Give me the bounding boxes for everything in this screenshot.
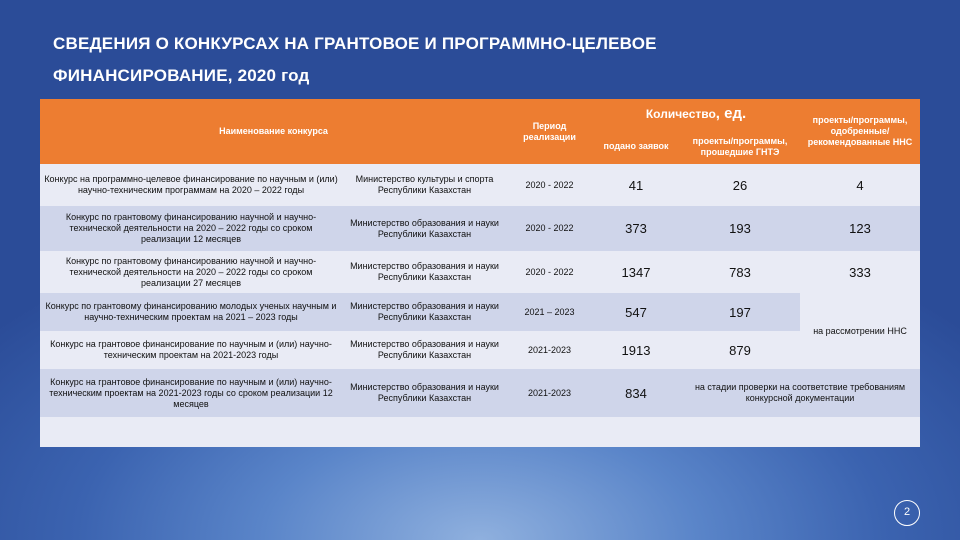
submitted-count: 1347 [592, 251, 680, 293]
header-submitted: подано заявок [592, 129, 680, 164]
passed-count: 197 [680, 293, 800, 331]
period: 2021-2023 [507, 369, 592, 417]
ministry: Министерство образования и науки Республики Казахстан [342, 251, 507, 293]
period: 2021 – 2023 [507, 293, 592, 331]
table-row [40, 251, 920, 293]
submitted-count: 1913 [592, 331, 680, 369]
passed-count: 193 [680, 206, 800, 251]
ministry: Министерство образования и науки Республики Казахстан [342, 369, 507, 417]
table-row [40, 164, 920, 206]
title-line-2: ФИНАНСИРОВАНИЕ, 2020 год [53, 66, 310, 85]
table-row-empty [40, 417, 920, 447]
under-review-status: на рассмотрении ННС [800, 293, 920, 369]
submitted-count: 41 [592, 164, 680, 206]
header-quantity-label: Количество [645, 107, 716, 121]
ministry: Министерство образования и науки Республики Казахстан [342, 331, 507, 369]
approved-count: 123 [800, 206, 920, 251]
period: 2021-2023 [507, 331, 592, 369]
passed-count: 879 [680, 331, 800, 369]
page-number: 2 [894, 500, 920, 526]
contest-name: Конкурс на грантовое финансирование по научным и (или) научно-техническим проектам на 2021-2023 годы [40, 331, 342, 369]
contest-name: Конкурс по грантовому финансированию научной и научно-технической деятельности на 2020 – 2022 годы со сроком реализации 27 месяцев [40, 251, 342, 293]
table-row [40, 331, 920, 369]
submitted-count: 373 [592, 206, 680, 251]
period: 2020 - 2022 [507, 206, 592, 251]
slide-title [53, 28, 813, 92]
submitted-count: 547 [592, 293, 680, 331]
contest-name: Конкурс на программно-целевое финансирование по научным и (или) научно-техническим программам на 2020 – 2022 годы [40, 164, 342, 206]
ministry: Министерство культуры и спорта Республики Казахстан [342, 164, 507, 206]
contest-name: Конкурс по грантовому финансированию научной и научно-технической деятельности на 2020 – 2022 годы со сроком реализации 12 месяцев [40, 206, 342, 251]
header-passed: проекты/программы, прошедшие ГНТЭ [680, 129, 800, 164]
ministry: Министерство образования и науки Республики Казахстан [342, 206, 507, 251]
under-check-status: на стадии проверки на соответствие требованиям конкурсной документации [680, 369, 920, 417]
table-row [40, 369, 920, 417]
empty-cell [40, 417, 920, 447]
table-row [40, 206, 920, 251]
header-contest-name: Наименование конкурса [40, 99, 507, 164]
header-quantity-unit: , ед. [715, 105, 747, 122]
title-line-1: СВЕДЕНИЯ О КОНКУРСАХ НА ГРАНТОВОЕ И ПРОГРАММНО-ЦЕЛЕВОЕ [53, 34, 657, 53]
header-period: Период реализации [507, 99, 592, 164]
header-quantity [592, 99, 800, 129]
contest-name: Конкурс по грантовому финансированию молодых ученых научным и научно-техническим проектам на 2021 – 2023 годы [40, 293, 342, 331]
table-row [40, 293, 920, 331]
contest-name: Конкурс на грантовое финансирование по научным и (или) научно-техническим проектам на 2021-2023 годы со сроком реализации 12 месяцев [40, 369, 342, 417]
period: 2020 - 2022 [507, 164, 592, 206]
header-approved: проекты/программы, одобренные/рекомендованные ННС [800, 99, 920, 164]
passed-count: 783 [680, 251, 800, 293]
submitted-count: 834 [592, 369, 680, 417]
contests-table [40, 99, 920, 447]
period: 2020 - 2022 [507, 251, 592, 293]
approved-count: 4 [800, 164, 920, 206]
passed-count: 26 [680, 164, 800, 206]
approved-count: 333 [800, 251, 920, 293]
ministry: Министерство образования и науки Республики Казахстан [342, 293, 507, 331]
